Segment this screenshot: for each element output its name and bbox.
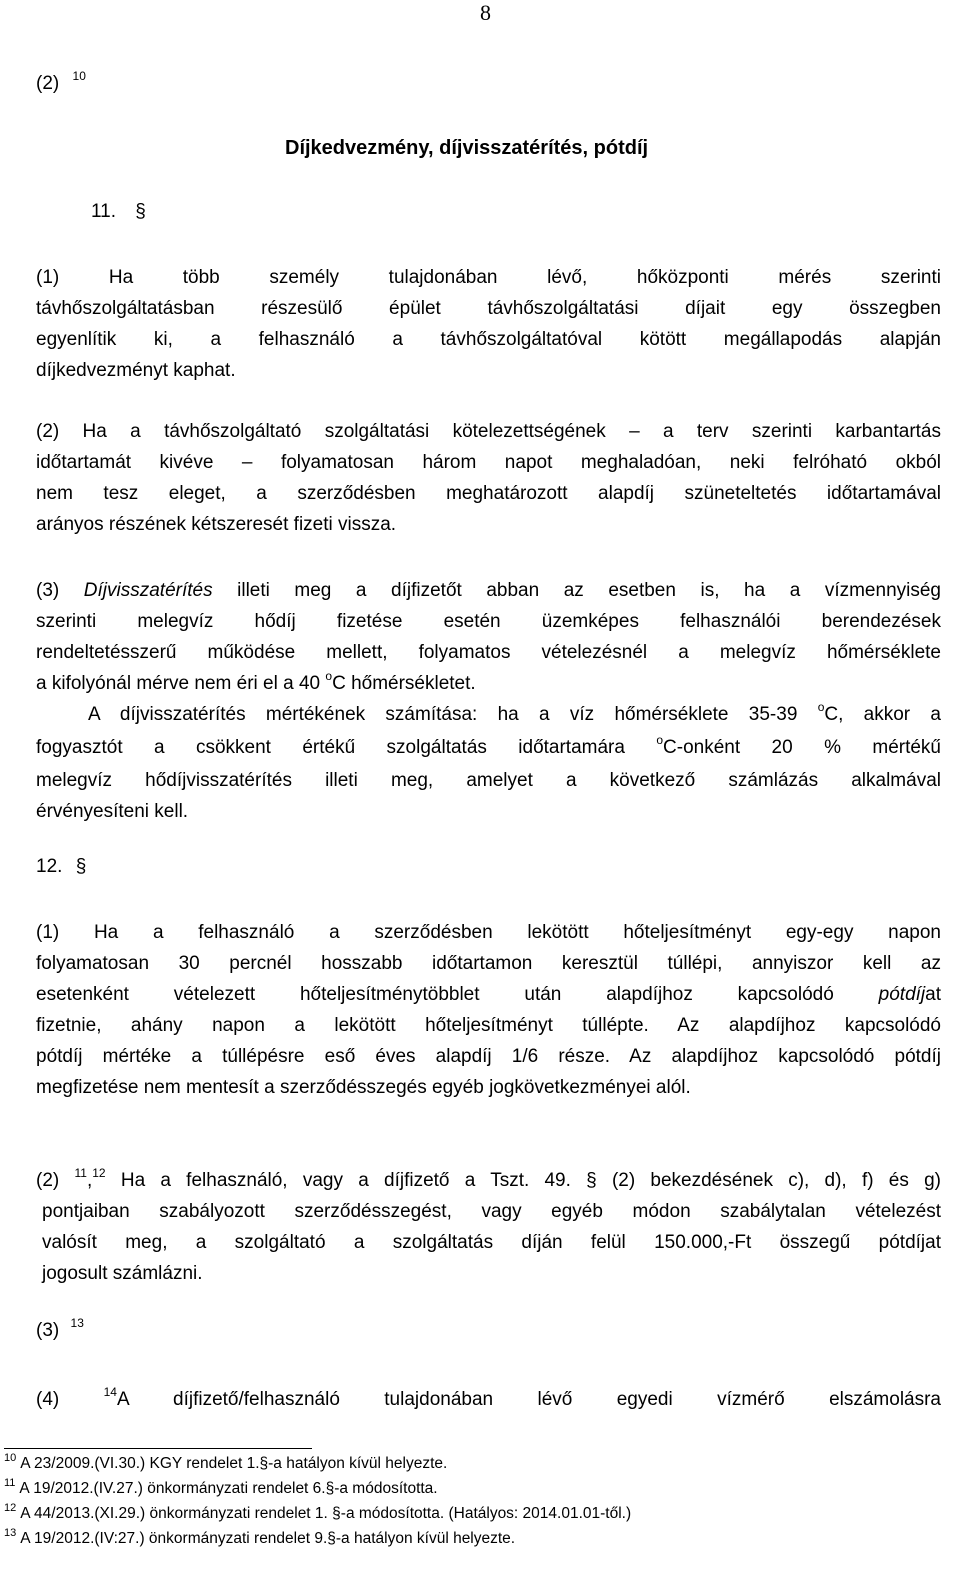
paragraph-line: időtartamát kivéve – folyamatosan három napot meghaladóan, neki felróható okból <box>36 452 941 473</box>
paragraph-line: arányos részének kétszeresét fizeti vissza. <box>36 514 397 535</box>
section-11-number: 11. <box>91 201 117 222</box>
footnote-10 <box>4 1452 631 1477</box>
paragraph-line: megfizetése nem mentesít a szerződésszegés egyéb jogkövetkezményei alól. <box>36 1077 691 1098</box>
page-number: 8 <box>480 0 491 25</box>
paragraph-line <box>36 1165 941 1198</box>
footnotes <box>4 1452 631 1552</box>
footnote-mark: 11 <box>4 1477 16 1489</box>
footnote-mark: 12 <box>4 1502 17 1514</box>
section-sign: § <box>75 856 87 877</box>
footnote-text: A 19/2012.(IV:27.) önkormányzati rendelet 9.§-a hatályon kívül helyezte. <box>20 1530 516 1547</box>
separator: , <box>86 1170 93 1191</box>
footnote-text: A 23/2009.(VI.30.) KGY rendelet 1.§-a hatályon kívül helyezte. <box>20 1455 448 1472</box>
footnote-mark: 13 <box>4 1527 17 1539</box>
paragraph-line: szerinti melegvíz hődíj fizetése esetén üzemképes felhasználói berendezések <box>36 611 941 632</box>
paragraph-line: fizetnie, ahány napon a lekötött hőteljesítményt túllépte. Az alapdíjhoz kapcsolódó <box>36 1015 941 1036</box>
paragraph-number: (3) <box>36 580 60 601</box>
paragraph-line: valósít meg, a szolgáltató a szolgáltatás díján felül 150.000,-Ft összegű pótdíjat <box>42 1232 941 1253</box>
paragraph-line: melegvíz hődíjvisszatérítés illeti meg, amelyet a következő számlázás alkalmával <box>36 770 941 791</box>
line-text: Ha a felhasználó, vagy a díjfizető a Tszt. 49. § (2) bekezdésének c), d), f) és g) <box>120 1170 942 1191</box>
section-11-paragraph-3 <box>36 575 941 701</box>
footnote-11 <box>4 1477 631 1502</box>
section-12-paragraph-4 <box>36 1384 941 1417</box>
footnote-13 <box>4 1527 631 1552</box>
footnote-ref-12: 12 <box>92 1166 106 1180</box>
defined-term: Díjvisszatérítés <box>83 580 213 601</box>
paragraph-line <box>36 575 941 606</box>
paragraph-number: (4) <box>36 1389 60 1410</box>
footnote-ref-11: 11 <box>74 1166 87 1180</box>
line-text: fogyasztót a csökkent értékű szolgáltatás időtartamára <box>36 737 625 758</box>
footnote-mark: 10 <box>4 1452 17 1464</box>
line-text: A díjvisszatérítés mértékének számítása: ha a víz hőmérséklete 35-39 <box>88 704 798 725</box>
footnote-text: A 19/2012.(IV.27.) önkormányzati rendelet 6.§-a módosította. <box>19 1480 438 1497</box>
section-12-title <box>36 856 86 878</box>
degree-mark: o <box>656 733 664 747</box>
defined-term: pótdíj <box>878 984 926 1005</box>
section-11-paragraph-2 <box>36 416 941 540</box>
section-sign: § <box>135 201 146 222</box>
footnote-ref-10: 10 <box>72 69 86 83</box>
paragraph-line: (1) Ha több személy tulajdonában lévő, hőközponti mérés szerinti <box>36 267 941 288</box>
paragraph-line: távhőszolgáltatásban részesülő épület távhőszolgáltatási díjait egy összegben <box>36 298 941 319</box>
line-text: C-onként 20 % mértékű <box>663 737 941 758</box>
paragraph-line: pótdíj mértéke a túllépésre eső éves alapdíj 1/6 része. Az alapdíjhoz kapcsolódó pótdíj <box>36 1046 941 1067</box>
paragraph-line <box>36 668 941 701</box>
section-11-paragraph-1 <box>36 262 941 386</box>
paragraph-line <box>36 732 941 765</box>
footnote-ref-14: 14 <box>103 1385 117 1399</box>
line-text: at <box>925 984 941 1005</box>
paragraph-line: rendeltetésszerű működése mellett, folyamatos vételezésnél a melegvíz hőmérséklete <box>36 642 941 663</box>
paragraph-line: folyamatosan 30 percnél hosszabb időtartamon keresztül túllépi, annyiszor kell az <box>36 953 941 974</box>
paragraph-line: (1) Ha a felhasználó a szerződésben lekötött hőteljesítményt egy-egy napon <box>36 922 941 943</box>
degree-mark: o <box>817 700 825 714</box>
paragraph-number: (2) <box>36 1170 60 1191</box>
line-text: C hőmérsékletet. <box>332 673 476 694</box>
paragraph-line <box>36 1384 941 1417</box>
section-12-paragraph-1 <box>36 917 941 1103</box>
line-text: esetenként vételezett hőteljesítménytöbblet után alapdíjhoz kapcsolódó <box>36 984 834 1005</box>
paragraph-line: (2) Ha a távhőszolgáltató szolgáltatási kötelezettségének – a terv szerinti karbantartás <box>36 421 941 442</box>
footnote-12 <box>4 1502 631 1527</box>
degree-mark: o <box>325 669 333 683</box>
section-12-paragraph-2-cont <box>42 1196 941 1289</box>
section-12-number: 12. <box>36 856 63 877</box>
footnote-separator <box>4 1448 312 1449</box>
section-heading: Díjkedvezmény, díjvisszatérítés, pótdíj <box>285 137 649 159</box>
footnote-ref-13: 13 <box>70 1316 84 1330</box>
section-11-paragraph-4 <box>36 699 941 827</box>
section-12-paragraph-3 <box>36 1316 84 1342</box>
line-text: illeti meg a díjfizetőt abban az esetben is, ha a vízmennyiség <box>237 580 941 601</box>
line-text: A díjfizető/felhasználó tulajdonában lévő egyedi vízmérő elszámolásra <box>116 1389 941 1410</box>
section-11-title <box>36 201 146 223</box>
intro-paragraph-2 <box>36 69 86 95</box>
paragraph-line <box>36 979 941 1010</box>
paragraph-line: pontjaiban szabályozott szerződésszegést, vagy egyéb módon szabálytalan vételezést <box>42 1201 941 1222</box>
paragraph-line: díjkedvezményt kaphat. <box>36 360 236 381</box>
line-text: a kifolyónál mérve nem éri el a 40 <box>36 673 321 694</box>
intro-paragraph-number: (2) <box>36 73 60 94</box>
section-12-paragraph-2 <box>36 1165 941 1198</box>
paragraph-line: érvényesíteni kell. <box>36 801 189 822</box>
paragraph-line: jogosult számlázni. <box>42 1263 203 1284</box>
paragraph-line: nem tesz eleget, a szerződésben meghatározott alapdíj szüneteltetés időtartamával <box>36 483 941 504</box>
line-text: C, akkor a <box>824 704 941 725</box>
footnote-text: A 44/2013.(XI.29.) önkormányzati rendelet 1. §-a módosította. (Hatályos: 2014.01.01-től.) <box>20 1505 632 1522</box>
paragraph-line <box>36 699 941 732</box>
paragraph-line: egyenlítik ki, a felhasználó a távhőszolgáltatóval kötött megállapodás alapján <box>36 329 941 350</box>
paragraph-number: (3) <box>36 1320 60 1341</box>
